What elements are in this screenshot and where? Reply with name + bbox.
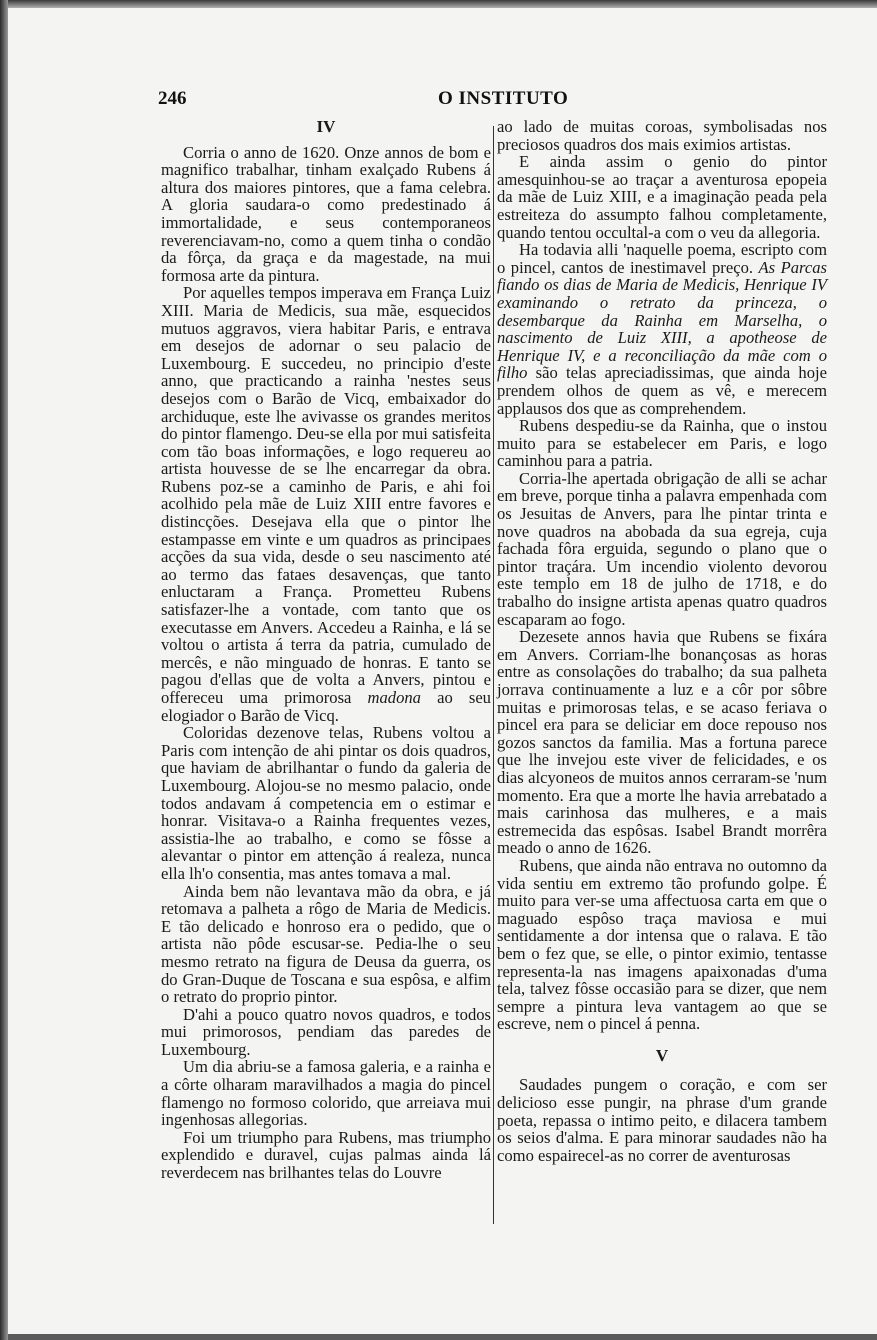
page-header <box>8 82 877 112</box>
paragraph: Foi um triumpho para Rubens, mas triumpho explendido e duravel, cujas palmas ainda lá reverdecem nas brilhantes telas do Louvre <box>161 1127 491 1183</box>
paragraph: Ainda bem não levantava mão da obra, e já retomava a palheta a rôgo de Maria de Medicis. E tão delicado e honroso era o pedido, que o artista não pôde escusar-se. Pedia-lhe o seu mesmo retrato na figura de Deusa da guerra, os do Gran-Duque de Toscana e sua espôsa, e alfim o retrato do proprio pintor. <box>161 881 491 1007</box>
paragraph: Rubens, que ainda não entrava no outomno da vida sentiu em extremo tão profundo golpe. É muito para ver-se uma affectuosa carta em que o maguado espôso traça maviosa e mui sentidamente a dor intensa que o ralava. E tão bem o fez que, se elle, o pintor eximio, tentasse representa-la nas imagens apaixonadas d'uma tela, talvez fôsse occasião para se dizer, que nem sempre a pintura leva vantagem ao que se escreve, nem o pincel á penna. <box>497 855 827 1034</box>
paragraph-text: Por aquelles tempos imperava em França Luiz XIII. Maria de Medicis, sua mãe, esquecidos mutuos aggravos, viera habitar Paris, e entrava em desejos de adornar o seu palacio de Luxembourg. E succedeu, no principio d'este anno, que practicando a rainha 'nestes seus desejos com o Barão de Vicq, embaixador do archiduque, este lhe avivasse os grandes meritos do pintor flamengo. Deu-se ella por mui satisfeita com tão boas informações, e logo requereu ao artista houvesse de se lhe encarregar da obra. Rubens poz-se a caminho de Paris, e ahi foi acolhido pela mãe de Luiz XIII entre favores e distincções. Desejava ella que o pintor lhe estampasse em vinte e um quadros as principaes acções da sua vida, desde o seu nascimento até ao termo das fataes desavenças, que tanto enluctaram a França. Prometteu Rubens satisfazer-lhe a vontade, com tanto que os executasse em Anvers. Accedeu a Rainha, e lá se voltou o artista á terra da patria, cumulado de mercês, e não minguado de honras. E tanto se pagou d'ellas que de volta a Anvers, pintou e offereceu uma primorosa <box>161 283 491 707</box>
scan-edge-top <box>0 0 877 8</box>
paragraph <box>161 284 491 724</box>
scan-edge-left <box>0 0 8 1340</box>
column-rule <box>493 126 494 1224</box>
section-heading-iv: IV <box>316 117 336 136</box>
painting-titles: As Parcas fiando os dias de Maria de Medicis, Henrique IV examinando o retrato da princeza, o desembarque da Rainha em Marselha, o nascimento de Luiz XIII, a apotheose de Henrique IV, e a reconciliação da mãe com o filho <box>497 257 827 383</box>
paragraph: Corria-lhe apertada obrigação de alli se achar em breve, porque tinha a palavra empenhada com os Jesuitas de Anvers, para lhe pintar trinta e nove quadros na abobada da sua egreja, cuja fachada fôra erguida, segundo o plano que o pintor traçára. Um incendio violento devorou este templo em 18 de julho de 1718, e do trabalho do insigne artista apenas quatro quadros escaparam ao fogo. <box>497 468 827 629</box>
paragraph: D'ahi a pouco quatro novos quadros, e todos mui primorosos, pendiam das paredes de Luxembourg. <box>161 1004 491 1059</box>
paragraph-text: Ha todavia alli 'naquelle poema, escripto com o pincel, cantos de inestimavel preço. <box>497 240 827 277</box>
section-heading-v: V <box>655 1045 669 1065</box>
paragraph: E ainda assim o genio do pintor amesquinhou-se ao traçar a aventurosa epopeia da mãe de Luiz XIII, e a imaginação peada pela estreiteza do assumpto falhou completamente, quando tentou occultal-a com o veu da allegoria. <box>497 152 827 242</box>
paragraph: Corria o anno de 1620. Onze annos de bom e magnifico trabalhar, tinham exalçado Rubens á altura dos maiores pintores, que a fama celebra. A gloria saudara-o como predestinado á immortalidade, e seus contemporaneos reverenciavam-no, como a quem tinha o condão da fôrça, da graça e da magestade, na mui formosa arte da pintura. <box>161 142 491 285</box>
running-title: O INSTITUTO <box>438 88 569 109</box>
paragraph: ao lado de muitas coroas, symbolisadas nos preciosos quadros dos mais eximios artistas. <box>497 117 827 154</box>
paragraph: Um dia abriu-se a famosa galeria, e a rainha e a côrte olharam maravilhados a magia do pincel flamengo no formoso colorido, que arreiava mui ingenhosas allegorias. <box>161 1057 491 1130</box>
left-column <box>161 118 491 1182</box>
paragraph: Coloridas dezenove telas, Rubens voltou a Paris com intenção de ahi pintar os dois quadros, que haviam de abrilhantar o fundo da galeria de Luxembourg. Alojou-se no mesmo palacio, onde todos andavam á competencia em o estimar e honrar. Visitava-o a Rainha frequentes vezes, assistia-lhe ao trabalho, e como se fôsse a alevantar o pintor em attenção á realeza, nunca ella lh'o consentia, mas antes tomava a mal. <box>161 723 491 883</box>
madona-word: madona <box>367 688 421 707</box>
paragraph: Dezesete annos havia que Rubens se fixára em Anvers. Corriam-lhe bonançosas as horas entre as consolações do trabalho; da sua palheta jorrava continuamente a luz e a côr por sôbre muitas e primorosas telas, e se acaso feriava o pincel era para se deliciar em doce repouso nos gozos sanctos da familia. Mas a fortuna parece que lhe invejou este viver de felicidades, e os dias alcyoneos de muitos annos cerraram-se 'num momento. Era que a morte lhe havia arrebatado a mais carinhosa das mulheres, e a mais estremecida das espôsas. Isabel Brandt morrêra meado o anno de 1626. <box>497 627 827 858</box>
paragraph-text: ao seu elogiador o Barão de Vicq. <box>161 688 491 725</box>
paragraph: Saudades pungem o coração, e com ser delicioso esse pungir, na phrase d'um grande poeta, repassa o intimo peito, e dilacera tambem os seios d'alma. E para minorar saudades não ha como espairecel-as no correr de aventurosas <box>497 1075 827 1165</box>
book-page <box>8 8 877 1334</box>
paragraph: Rubens despediu-se da Rainha, que o instou muito para se estabelecer em Paris, e logo caminhou para a patria. <box>497 416 827 471</box>
paragraph <box>497 241 827 417</box>
right-column <box>497 118 827 1164</box>
page-number: 246 <box>158 88 187 109</box>
paragraph-text: são telas apreciadissimas, que ainda hoje prendem olhos de quem as vê, e merecem applausos dos que as comprehendem. <box>497 363 827 418</box>
